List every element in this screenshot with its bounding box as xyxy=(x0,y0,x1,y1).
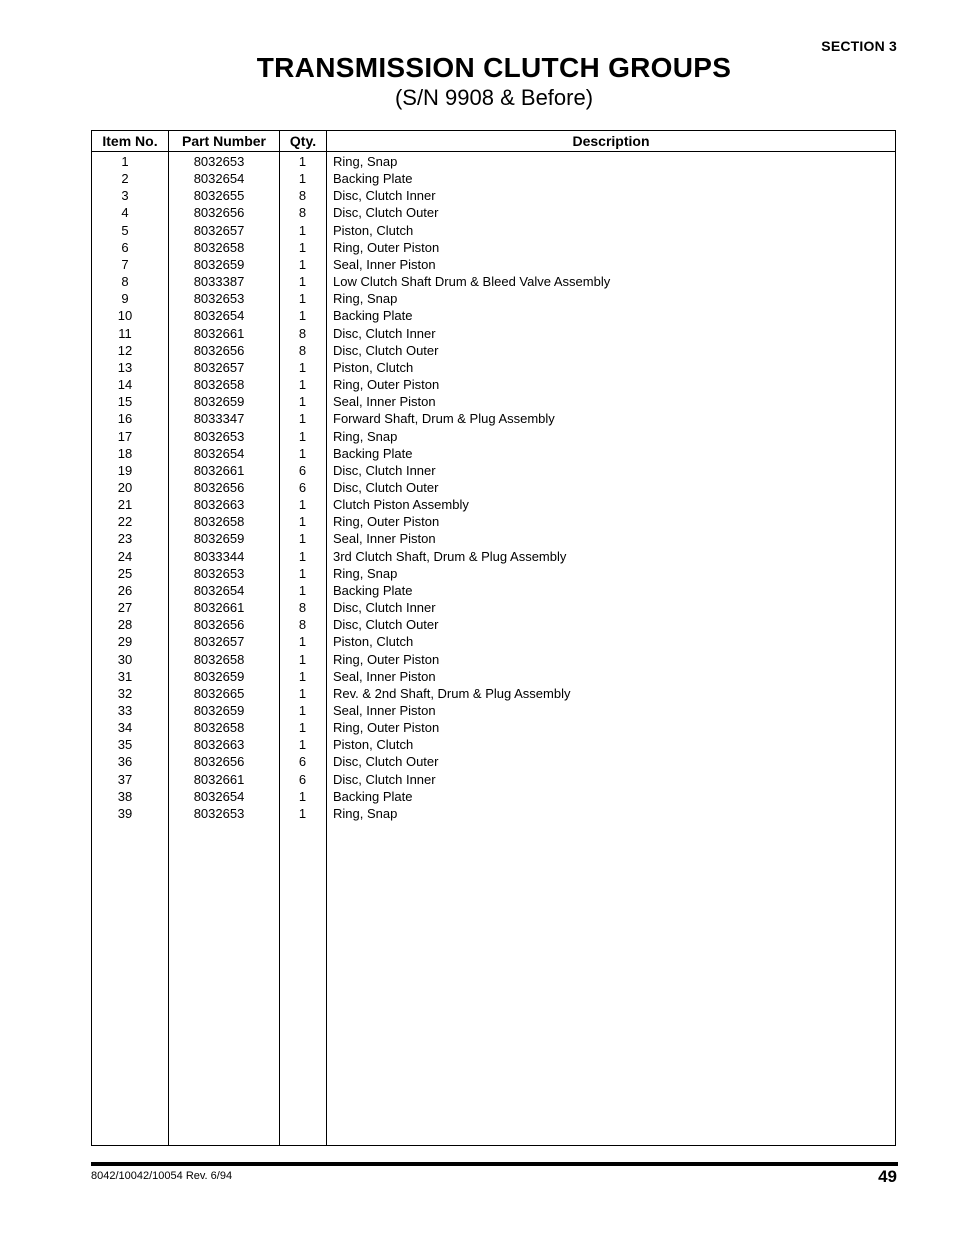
part-number-cell: 8032658 xyxy=(193,514,245,530)
item-number-cell: 7 xyxy=(121,256,129,272)
item-number-cell: 38 xyxy=(117,788,133,804)
description-cell: Ring, Snap xyxy=(333,154,398,169)
table-row xyxy=(92,307,895,324)
page-number: 49 xyxy=(878,1167,897,1186)
description-cell: Ring, Snap xyxy=(333,428,398,444)
part-number-cell: 8032656 xyxy=(193,205,245,221)
part-number-cell: 8032654 xyxy=(193,788,245,804)
description-cell: Seal, Inner Piston xyxy=(333,703,436,718)
item-number-cell: 21 xyxy=(117,497,133,513)
item-number-cell: 27 xyxy=(117,600,133,616)
part-number-cell: 8032658 xyxy=(193,377,245,393)
description-cell: 3rd Clutch Shaft, Drum & Plug Assembly xyxy=(333,548,567,564)
quantity-cell: 1 xyxy=(298,737,307,753)
item-number-cell: 13 xyxy=(117,359,133,375)
description-cell: Piston, Clutch xyxy=(333,634,414,650)
table-row xyxy=(92,736,895,753)
column-header-part-number: Part Number xyxy=(181,133,267,149)
part-number-cell: 8032657 xyxy=(193,359,245,375)
column-header-item-no: Item No. xyxy=(102,133,158,149)
table-row xyxy=(92,239,895,256)
part-number-cell: 8032654 xyxy=(193,582,245,598)
part-number-cell: 8032653 xyxy=(193,805,245,821)
part-number-cell: 8032658 xyxy=(193,651,245,667)
quantity-cell: 1 xyxy=(298,308,307,324)
part-number-cell: 8032663 xyxy=(193,737,245,753)
footer-rule xyxy=(91,1162,898,1166)
description-cell: Disc, Clutch Outer xyxy=(333,479,439,495)
item-number-cell: 10 xyxy=(117,308,133,324)
table-row xyxy=(92,479,895,496)
part-number-cell: 8032655 xyxy=(193,188,245,204)
quantity-cell: 1 xyxy=(298,291,307,307)
part-number-cell: 8032659 xyxy=(193,256,245,272)
part-number-cell: 8032657 xyxy=(193,634,245,650)
table-row xyxy=(92,719,895,736)
description-cell: Disc, Clutch Outer xyxy=(333,342,439,358)
quantity-cell: 8 xyxy=(298,342,307,358)
item-number-cell: 19 xyxy=(117,462,133,478)
quantity-cell: 1 xyxy=(298,497,307,513)
description-cell: Ring, Snap xyxy=(333,291,398,307)
description-cell: Disc, Clutch Inner xyxy=(333,600,436,616)
quantity-cell: 1 xyxy=(298,788,307,804)
part-number-cell: 8033387 xyxy=(193,274,245,290)
quantity-cell: 1 xyxy=(298,171,307,187)
description-cell: Seal, Inner Piston xyxy=(333,668,436,684)
page-title: TRANSMISSION CLUTCH GROUPS xyxy=(256,52,732,83)
item-number-cell: 37 xyxy=(117,771,133,787)
quantity-cell: 1 xyxy=(298,377,307,393)
quantity-cell: 8 xyxy=(298,600,307,616)
table-row xyxy=(92,462,895,479)
quantity-cell: 1 xyxy=(298,222,307,238)
quantity-cell: 1 xyxy=(298,411,307,427)
item-number-cell: 6 xyxy=(121,239,129,255)
item-number-cell: 22 xyxy=(117,514,133,530)
quantity-cell: 6 xyxy=(298,754,307,770)
quantity-cell: 8 xyxy=(298,205,307,221)
description-cell: Seal, Inner Piston xyxy=(333,394,436,410)
quantity-cell: 6 xyxy=(298,771,307,787)
item-number-cell: 35 xyxy=(117,737,133,753)
quantity-cell: 1 xyxy=(298,394,307,410)
part-number-cell: 8032659 xyxy=(193,531,245,547)
quantity-cell: 1 xyxy=(298,548,307,564)
description-cell: Ring, Outer Piston xyxy=(333,377,440,393)
table-row xyxy=(92,222,895,239)
table-row xyxy=(92,702,895,719)
description-cell: Disc, Clutch Inner xyxy=(333,325,436,341)
parts-table xyxy=(91,130,896,1146)
quantity-cell: 1 xyxy=(298,668,307,684)
item-number-cell: 18 xyxy=(117,445,133,461)
table-row xyxy=(92,376,895,393)
description-cell: Ring, Snap xyxy=(333,565,398,581)
table-row xyxy=(92,599,895,616)
item-number-cell: 29 xyxy=(117,634,133,650)
description-cell: Piston, Clutch xyxy=(333,222,414,238)
description-cell: Forward Shaft, Drum & Plug Assembly xyxy=(333,411,555,427)
item-number-cell: 25 xyxy=(117,565,133,581)
quantity-cell: 6 xyxy=(298,479,307,495)
quantity-cell: 1 xyxy=(298,274,307,290)
item-number-cell: 39 xyxy=(117,805,133,821)
part-number-cell: 8032654 xyxy=(193,308,245,324)
table-row xyxy=(92,513,895,530)
description-cell: Backing Plate xyxy=(333,788,413,804)
table-row xyxy=(92,273,895,290)
header-divider xyxy=(92,151,895,152)
part-number-cell: 8032653 xyxy=(193,428,245,444)
table-row xyxy=(92,582,895,599)
quantity-cell: 1 xyxy=(298,565,307,581)
item-number-cell: 5 xyxy=(121,222,129,238)
column-header-description: Description xyxy=(572,133,650,149)
item-number-cell: 36 xyxy=(117,754,133,770)
quantity-cell: 1 xyxy=(298,685,307,701)
quantity-cell: 1 xyxy=(298,239,307,255)
table-row xyxy=(92,153,895,170)
table-row xyxy=(92,548,895,565)
description-cell: Disc, Clutch Inner xyxy=(333,771,436,787)
description-cell: Disc, Clutch Outer xyxy=(333,205,439,221)
item-number-cell: 16 xyxy=(117,411,133,427)
item-number-cell: 15 xyxy=(117,394,133,410)
table-row xyxy=(92,256,895,273)
description-cell: Backing Plate xyxy=(333,445,413,461)
part-number-cell: 8032661 xyxy=(193,462,245,478)
description-cell: Rev. & 2nd Shaft, Drum & Plug Assembly xyxy=(333,685,571,701)
item-number-cell: 14 xyxy=(117,377,133,393)
part-number-cell: 8032654 xyxy=(193,445,245,461)
description-cell: Backing Plate xyxy=(333,582,413,598)
description-cell: Piston, Clutch xyxy=(333,737,414,753)
item-number-cell: 24 xyxy=(117,548,133,564)
part-number-cell: 8032656 xyxy=(193,754,245,770)
quantity-cell: 1 xyxy=(298,651,307,667)
description-cell: Ring, Outer Piston xyxy=(333,720,440,736)
quantity-cell: 6 xyxy=(298,462,307,478)
description-cell: Disc, Clutch Inner xyxy=(333,462,436,478)
table-row xyxy=(92,565,895,582)
quantity-cell: 1 xyxy=(298,445,307,461)
item-number-cell: 31 xyxy=(117,668,133,684)
part-number-cell: 8032661 xyxy=(193,600,245,616)
table-row xyxy=(92,393,895,410)
table-row xyxy=(92,771,895,788)
description-cell: Disc, Clutch Inner xyxy=(333,188,436,204)
description-cell: Ring, Outer Piston xyxy=(333,651,440,667)
table-row xyxy=(92,325,895,342)
part-number-cell: 8033347 xyxy=(193,411,245,427)
column-header-qty: Qty. xyxy=(289,133,317,149)
table-row xyxy=(92,410,895,427)
part-number-cell: 8032656 xyxy=(193,479,245,495)
table-row xyxy=(92,633,895,650)
description-cell: Ring, Snap xyxy=(333,805,398,821)
part-number-cell: 8032661 xyxy=(193,771,245,787)
item-number-cell: 23 xyxy=(117,531,133,547)
part-number-cell: 8032653 xyxy=(193,291,245,307)
quantity-cell: 1 xyxy=(298,514,307,530)
table-row xyxy=(92,496,895,513)
table-row xyxy=(92,616,895,633)
item-number-cell: 2 xyxy=(121,171,129,187)
quantity-cell: 1 xyxy=(298,634,307,650)
description-cell: Ring, Outer Piston xyxy=(333,239,440,255)
table-row xyxy=(92,290,895,307)
part-number-cell: 8032659 xyxy=(193,703,245,718)
item-number-cell: 9 xyxy=(121,291,129,307)
item-number-cell: 32 xyxy=(117,685,133,701)
part-number-cell: 8032659 xyxy=(193,668,245,684)
part-number-cell: 8032663 xyxy=(193,497,245,513)
description-cell: Piston, Clutch xyxy=(333,359,414,375)
quantity-cell: 1 xyxy=(298,582,307,598)
quantity-cell: 1 xyxy=(298,428,307,444)
quantity-cell: 8 xyxy=(298,188,307,204)
section-label: SECTION 3 xyxy=(821,38,897,54)
description-cell: Disc, Clutch Outer xyxy=(333,617,439,633)
description-cell: Seal, Inner Piston xyxy=(333,256,436,272)
part-number-cell: 8032653 xyxy=(193,565,245,581)
table-row xyxy=(92,170,895,187)
quantity-cell: 8 xyxy=(298,617,307,633)
table-row xyxy=(92,428,895,445)
item-number-cell: 34 xyxy=(117,720,133,736)
item-number-cell: 3 xyxy=(121,188,129,204)
item-number-cell: 12 xyxy=(117,342,133,358)
quantity-cell: 1 xyxy=(298,805,307,821)
description-cell: Disc, Clutch Outer xyxy=(333,754,439,770)
table-row xyxy=(92,187,895,204)
table-row xyxy=(92,788,895,805)
description-cell: Backing Plate xyxy=(333,171,413,187)
table-row xyxy=(92,651,895,668)
description-cell: Ring, Outer Piston xyxy=(333,514,440,530)
part-number-cell: 8032661 xyxy=(193,325,245,341)
item-number-cell: 11 xyxy=(118,325,132,341)
quantity-cell: 1 xyxy=(298,359,307,375)
quantity-cell: 1 xyxy=(298,531,307,547)
quantity-cell: 1 xyxy=(298,256,307,272)
table-row xyxy=(92,805,895,822)
table-body xyxy=(92,153,895,822)
table-row xyxy=(92,342,895,359)
item-number-cell: 28 xyxy=(117,617,133,633)
item-number-cell: 17 xyxy=(117,428,133,444)
table-row xyxy=(92,445,895,462)
description-cell: Backing Plate xyxy=(333,308,413,324)
description-cell: Low Clutch Shaft Drum & Bleed Valve Assembly xyxy=(333,274,611,290)
table-row xyxy=(92,668,895,685)
item-number-cell: 8 xyxy=(121,274,129,290)
quantity-cell: 1 xyxy=(298,703,307,718)
part-number-cell: 8032653 xyxy=(193,154,245,169)
item-number-cell: 20 xyxy=(117,479,133,495)
part-number-cell: 8032657 xyxy=(193,222,245,238)
part-number-cell: 8032659 xyxy=(193,394,245,410)
table-row xyxy=(92,685,895,702)
table-row xyxy=(92,204,895,221)
description-cell: Clutch Piston Assembly xyxy=(333,497,469,513)
item-number-cell: 33 xyxy=(117,703,133,718)
table-row xyxy=(92,359,895,376)
item-number-cell: 4 xyxy=(121,205,129,221)
quantity-cell: 1 xyxy=(298,720,307,736)
part-number-cell: 8032665 xyxy=(193,685,245,701)
part-number-cell: 8032658 xyxy=(193,239,245,255)
item-number-cell: 1 xyxy=(121,154,129,169)
description-cell: Seal, Inner Piston xyxy=(333,531,436,547)
item-number-cell: 30 xyxy=(117,651,133,667)
part-number-cell: 8032658 xyxy=(193,720,245,736)
item-number-cell: 26 xyxy=(117,582,133,598)
part-number-cell: 8032654 xyxy=(193,171,245,187)
part-number-cell: 8033344 xyxy=(193,548,245,564)
table-row xyxy=(92,530,895,547)
table-row xyxy=(92,753,895,770)
document-code: 8042/10042/10054 Rev. 6/94 xyxy=(91,1170,233,1182)
page-subtitle: (S/N 9908 & Before) xyxy=(394,85,594,110)
quantity-cell: 1 xyxy=(298,154,307,169)
part-number-cell: 8032656 xyxy=(193,342,245,358)
part-number-cell: 8032656 xyxy=(193,617,245,633)
quantity-cell: 8 xyxy=(298,325,307,341)
